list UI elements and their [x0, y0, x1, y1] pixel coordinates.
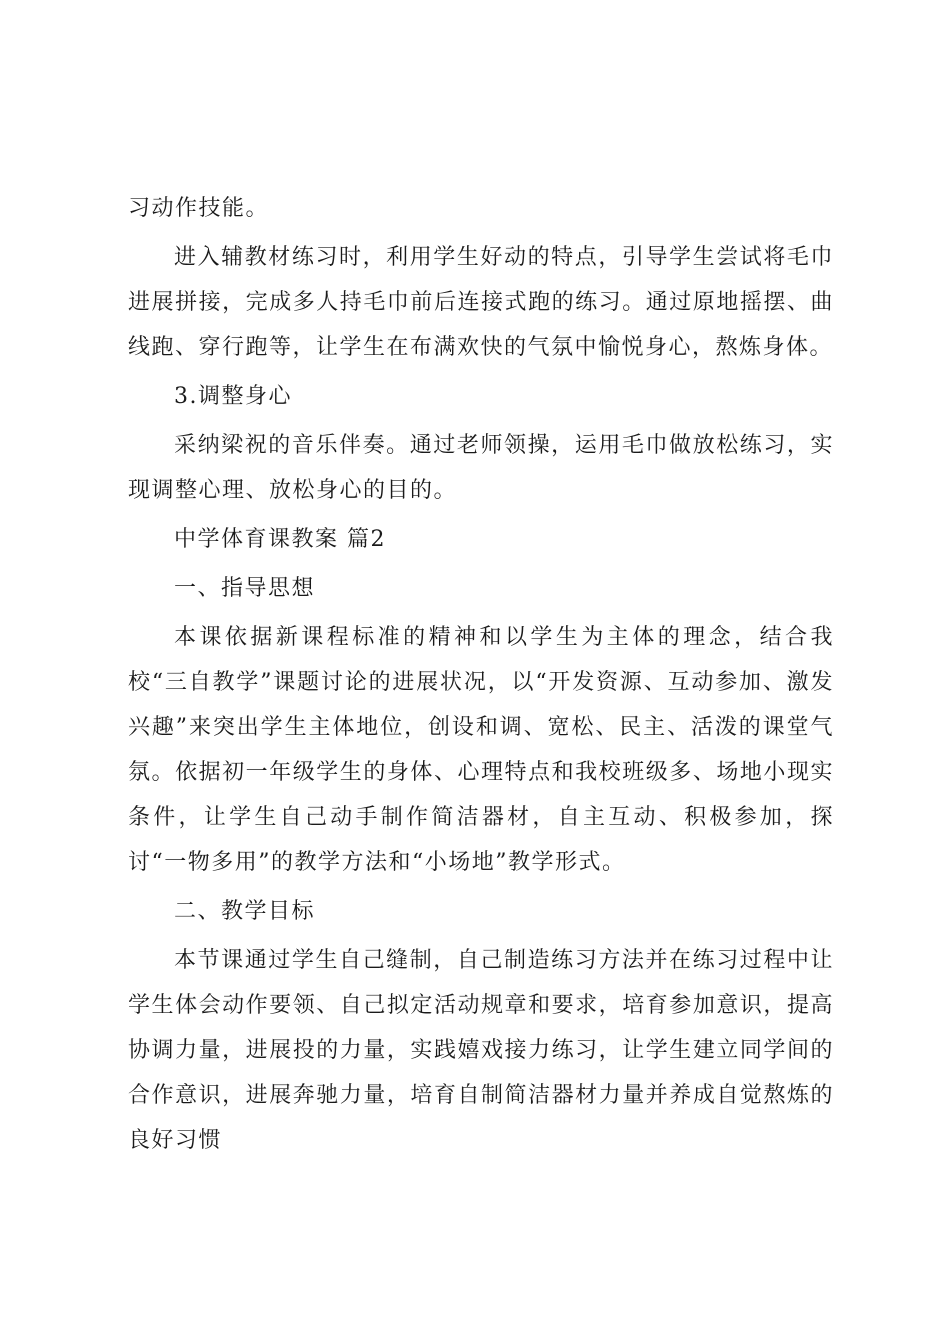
heading-adjust-body-mind: 3.调整身心: [174, 384, 292, 409]
paragraph-guiding-ideology: 本课依据新课程标准的精神和以学生为主体的理念，结合我校“三自教学”课题讨论的进展状况，以“开发资源、互动参加、激发兴趣”来突出学生主体地位，创设和调、宽松、民主、活泼的课堂气氛。依据初一年级学生的身体、心理特点和我校班级多、场地小现实条件，让学生自己动手制作简洁器材，自主互动、积极参加，探讨“一物多用”的教学方法和“小场地”教学形式。: [128, 625, 834, 875]
paragraph-music-relaxation: 采纳梁祝的音乐伴奏。通过老师领操，运用毛巾做放松练习，实现调整心理、放松身心的目的。: [128, 433, 834, 503]
paragraph-continuation: 习动作技能。: [128, 196, 270, 221]
heading-lesson-plan-2: 中学体育课教案 篇2: [174, 527, 386, 552]
heading-teaching-goals: 二、教学目标: [174, 899, 316, 924]
paragraph-auxiliary-practice: 进入辅教材练习时，利用学生好动的特点，引导学生尝试将毛巾进展拼接，完成多人持毛巾前后连接式跑的练习。通过原地摇摆、曲线跑、穿行跑等，让学生在布满欢快的气氛中愉悦身心，熬炼身体。: [128, 245, 834, 360]
document-body: [128, 186, 834, 1167]
heading-guiding-ideology: 一、指导思想: [174, 576, 316, 601]
paragraph-teaching-goals: 本节课通过学生自己缝制，自己制造练习方法并在练习过程中让学生体会动作要领、自己拟定活动规章和要求，培育参加意识，提高协调力量，进展投的力量，实践嬉戏接力练习，让学生建立同学间的合作意识，进展奔驰力量，培育自制简洁器材力量并养成自觉熬炼的良好习惯: [128, 948, 834, 1153]
